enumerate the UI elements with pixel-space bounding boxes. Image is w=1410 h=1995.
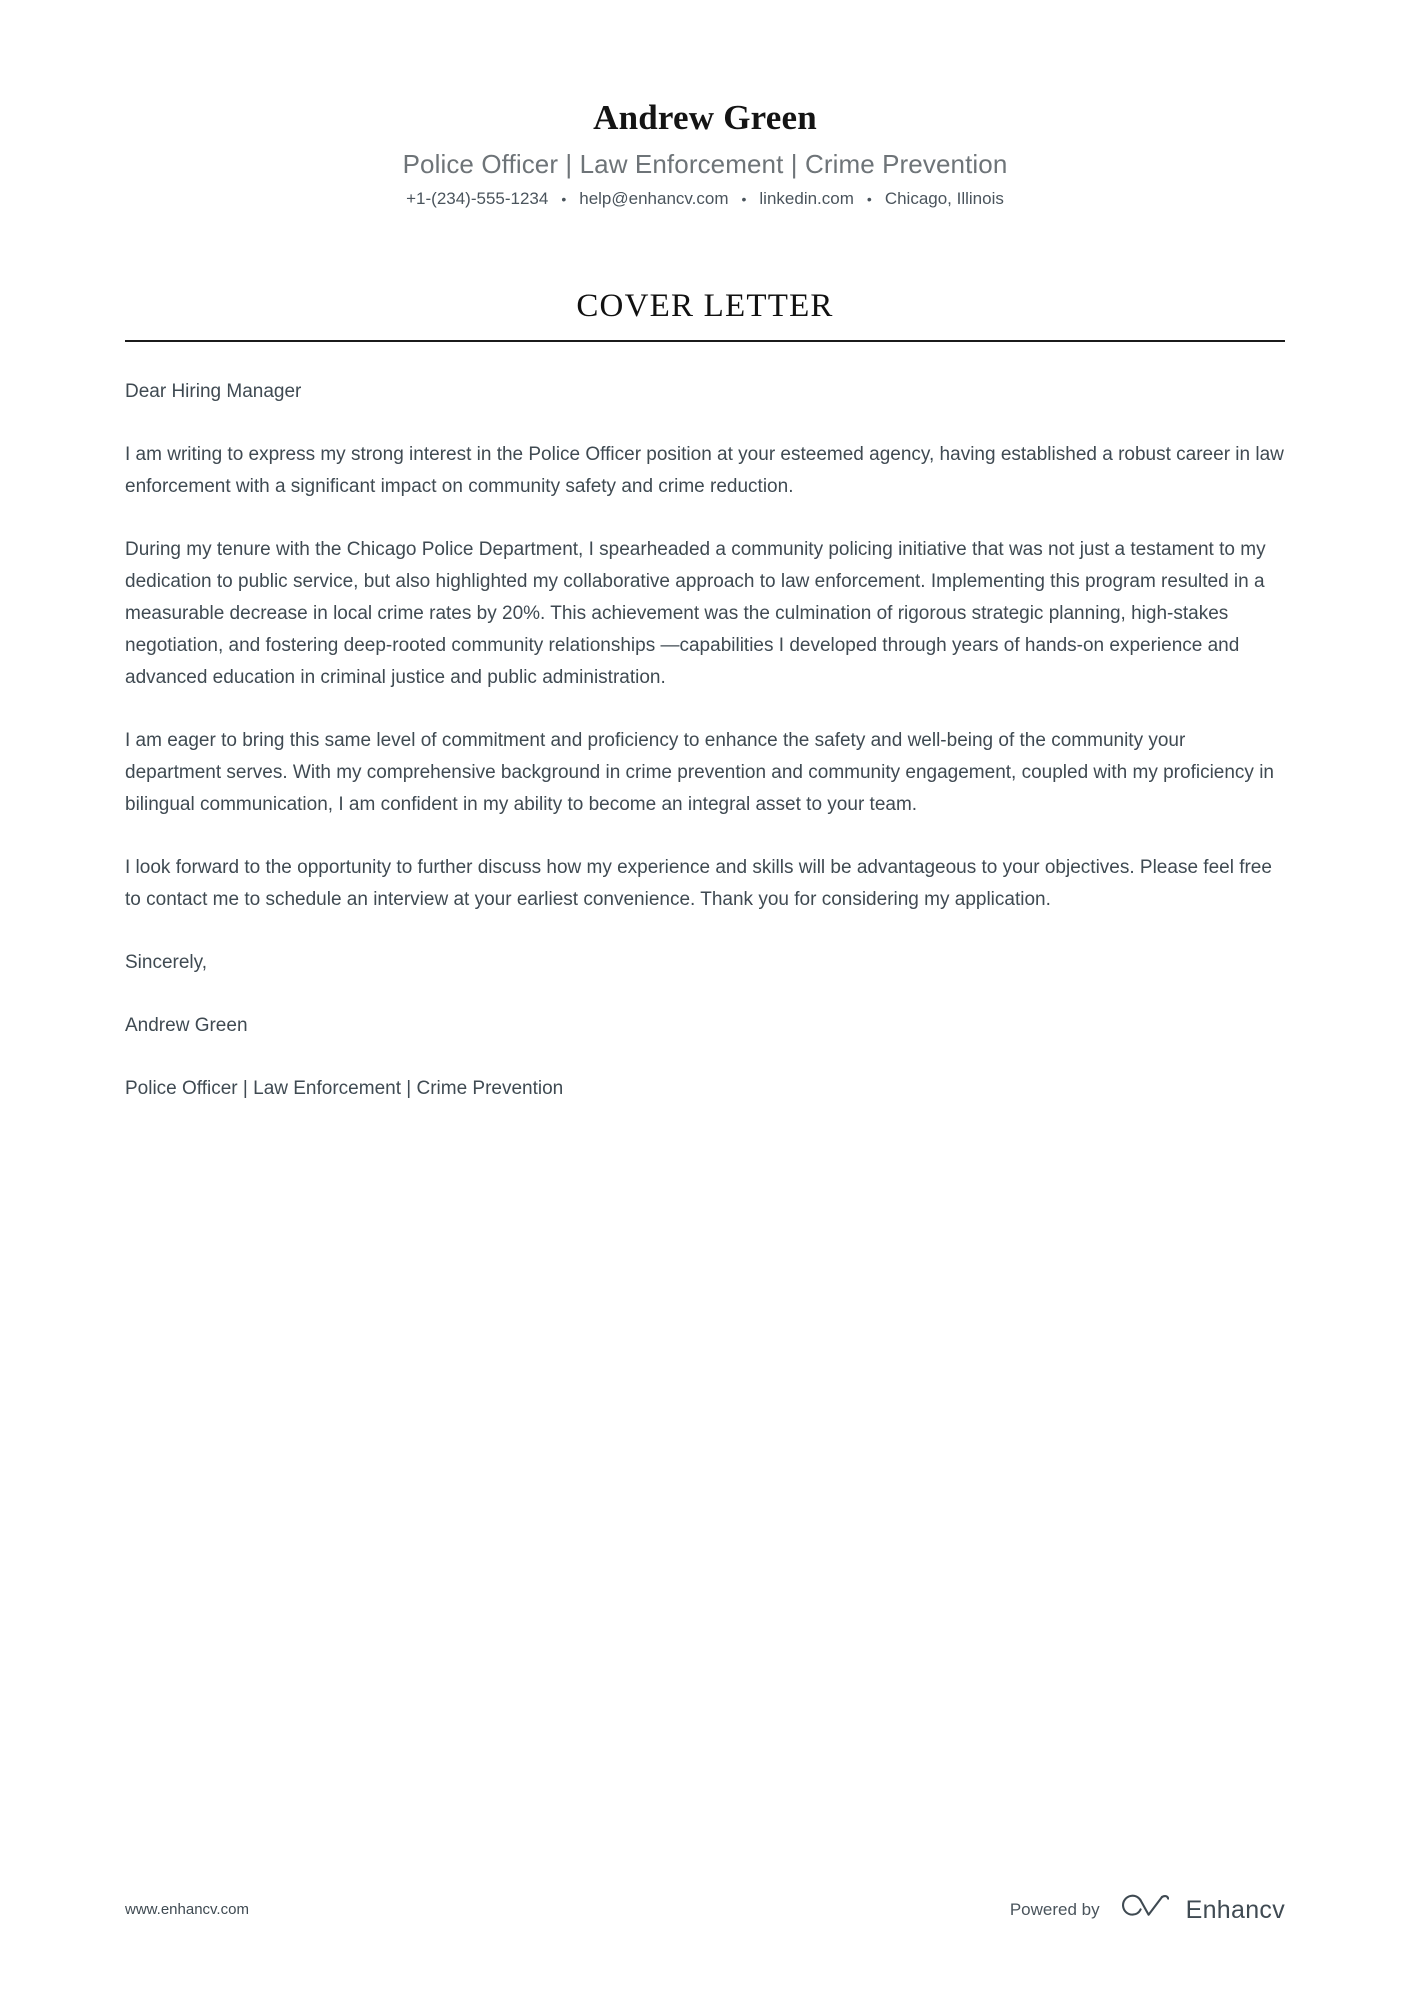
section-divider [125, 340, 1285, 342]
contact-linkedin[interactable]: linkedin.com [759, 189, 854, 208]
cover-letter-section-header [125, 286, 1285, 342]
signature-block [125, 947, 1285, 1105]
candidate-title: Police Officer | Law Enforcement | Crime Prevention [402, 149, 1008, 179]
letter-body [125, 376, 1285, 1105]
letter-paragraph: During my tenure with the Chicago Police Department, I spearheaded a community policing initiative that was not just a testament to my dedication to public service, but also highlighted my collaborative approach to law enforcement. Implementing this program resulted in a measurable decrease in local crime rates by 20%. This achievement was the culmination of rigorous strategic planning, high-stakes negotiation, and fostering deep-rooted community relationships —capabilities I developed through years of hands-on experience and advanced education in criminal justice and public administration. [125, 539, 1266, 688]
letter-paragraph: I am writing to express my strong interest in the Police Officer position at your esteemed agency, having established a robust career in law enforcement with a significant impact on community safety and crime reduction. [125, 444, 1284, 497]
section-title: COVER LETTER [576, 288, 834, 324]
enhancv-infinity-logo-icon [1117, 1894, 1169, 1925]
candidate-name: Andrew Green [593, 98, 817, 137]
contact-separator: • [866, 191, 872, 207]
brand-name-label: Enhancv [1185, 1895, 1285, 1924]
footer-brand [1010, 1894, 1285, 1925]
salutation: Dear Hiring Manager [125, 381, 302, 402]
contact-email[interactable]: help@enhancv.com [579, 189, 729, 208]
signature-title: Police Officer | Law Enforcement | Crime Prevention [125, 1078, 564, 1099]
contact-separator: • [741, 191, 747, 207]
contact-location: Chicago, Illinois [884, 189, 1004, 208]
letter-paragraph: I am eager to bring this same level of commitment and proficiency to enhance the safety and well-being of the community your department serves. With my comprehensive background in crime prevention and community engagement, coupled with my proficiency in bilingual communication, I am confident in my ability to become an integral asset to your team. [125, 730, 1274, 815]
contact-separator: • [561, 191, 567, 207]
footer-website-url[interactable]: www.enhancv.com [125, 1900, 249, 1918]
closing-salutation: Sincerely, [125, 952, 208, 973]
letter-paragraph: I look forward to the opportunity to further discuss how my experience and skills will be advantageous to your objectives. Please feel free to contact me to schedule an interview at your earliest convenience. Thank you for considering my application. [125, 857, 1272, 910]
page-footer [125, 1894, 1285, 1925]
contact-phone: +1-(234)-555-1234 [406, 189, 549, 208]
powered-by-label: Powered by [1009, 1899, 1100, 1919]
signature-name: Andrew Green [125, 1015, 248, 1036]
letter-header [125, 0, 1285, 212]
contact-line [125, 186, 1285, 212]
